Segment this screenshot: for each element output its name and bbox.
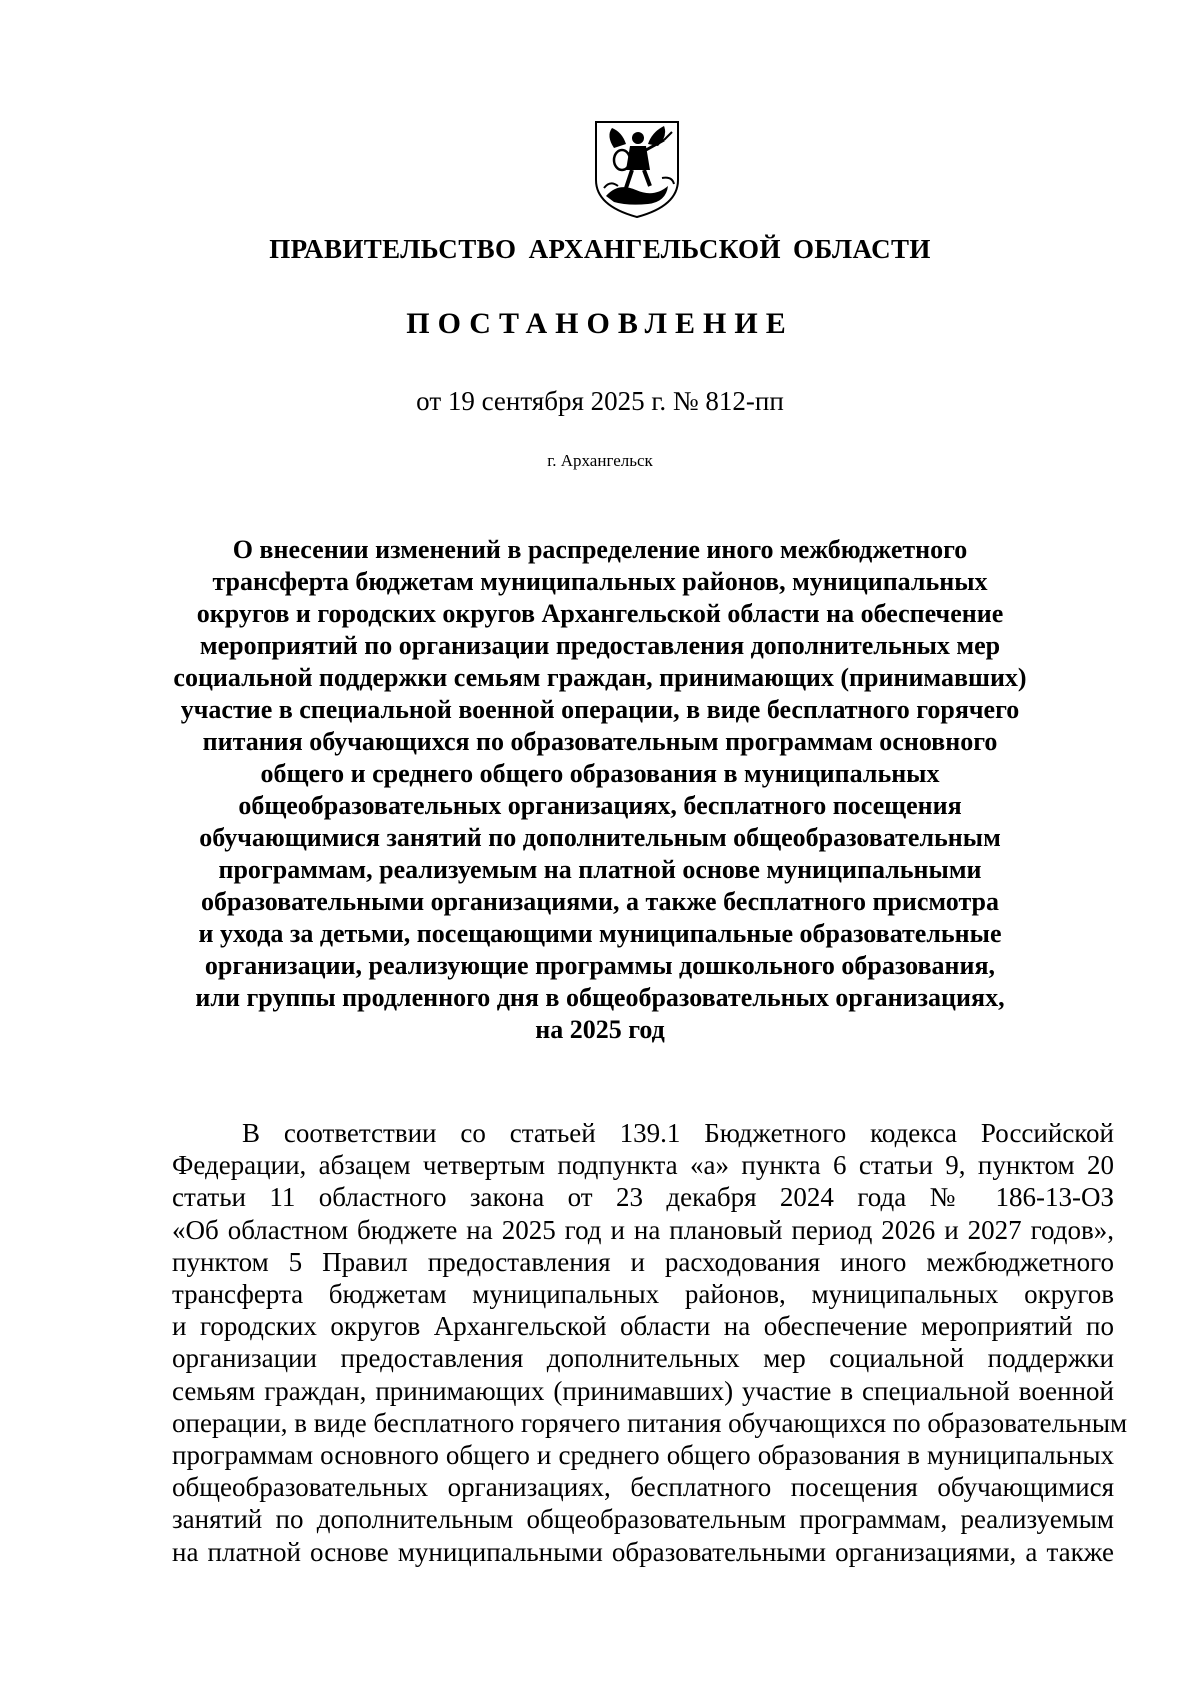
title-line: О внесении изменений в распределение иного межбюджетного [232,535,968,564]
organization-name: ПРАВИТЕЛЬСТВО АРХАНГЕЛЬСКОЙ ОБЛАСТИ [269,234,931,264]
document-type: ПОСТАНОВЛЕНИЕ [406,307,794,340]
body-line: программам основного общего и среднего общего образования в муниципальных [172,1440,1114,1471]
body-line: организации предоставления дополнительных мер социальной поддержки [172,1343,1114,1374]
title-line: мероприятий по организации предоставления дополнительных мер [199,631,1001,660]
title-line: программам, реализуемым на платной основе муниципальными [218,855,982,884]
body-line: операции, в виде бесплатного горячего питания обучающихся по образовательным [172,1407,1128,1438]
document-date-number: от 19 сентября 2025 г. № 812-пп [416,386,784,416]
document-body-paragraph [172,1117,1128,1568]
title-line: округов и городских округов Архангельской области на обеспечение [196,599,1004,628]
body-line: на платной основе муниципальными образовательными организациями, а также [172,1536,1114,1567]
body-line: «Об областном бюджете на 2025 год и на плановый период 2026 и 2027 годов», [172,1214,1114,1245]
title-line: или группы продленного дня в общеобразовательных организациях, [195,983,1005,1012]
title-line: и ухода за детьми, посещающими муниципальные образовательные [198,919,1002,948]
body-line: В соответствии со статьей 139.1 Бюджетного кодекса Российской [242,1118,1114,1148]
title-line: на 2025 год [535,1015,665,1044]
title-line: общего и среднего общего образования в муниципальных [260,759,940,788]
body-line: Федерации, абзацем четвертым подпункта «а» пункта 6 статьи 9, пунктом 20 [172,1150,1114,1181]
arkhangelsk-coat-of-arms-icon [592,118,682,220]
body-line: занятий по дополнительным общеобразовательным программам, реализуемым [172,1504,1114,1535]
document-title [160,534,1040,1046]
title-line: образовательными организациями, а также бесплатного присмотра [200,887,999,916]
body-line: и городских округов Архангельской области на обеспечение мероприятий по [172,1311,1114,1342]
body-line: общеобразовательных организациях, бесплатного посещения обучающимися [172,1472,1114,1503]
document-city: г. Архангельск [547,451,653,470]
title-line: социальной поддержки семьям граждан, принимающих (принимавших) [173,663,1027,692]
body-line: трансферта бюджетам муниципальных районов, муниципальных округов [172,1279,1114,1310]
body-line: семьям граждан, принимающих (принимавших) участие в специальной военной [172,1375,1114,1406]
title-line: организации, реализующие программы дошкольного образования, [204,951,996,980]
title-line: общеобразовательных организациях, бесплатного посещения [238,791,962,820]
body-line: статьи 11 областного закона от 23 декабря 2024 года № 186-13-ОЗ [172,1182,1114,1213]
body-line: пунктом 5 Правил предоставления и расходования иного межбюджетного [172,1246,1114,1277]
title-line: обучающимися занятий по дополнительным общеобразовательным [199,823,1001,852]
title-line: трансферта бюджетам муниципальных районов, муниципальных [212,567,988,596]
title-line: питания обучающихся по образовательным программам основного [202,727,998,756]
title-line: участие в специальной военной операции, в виде бесплатного горячего [180,695,1020,724]
